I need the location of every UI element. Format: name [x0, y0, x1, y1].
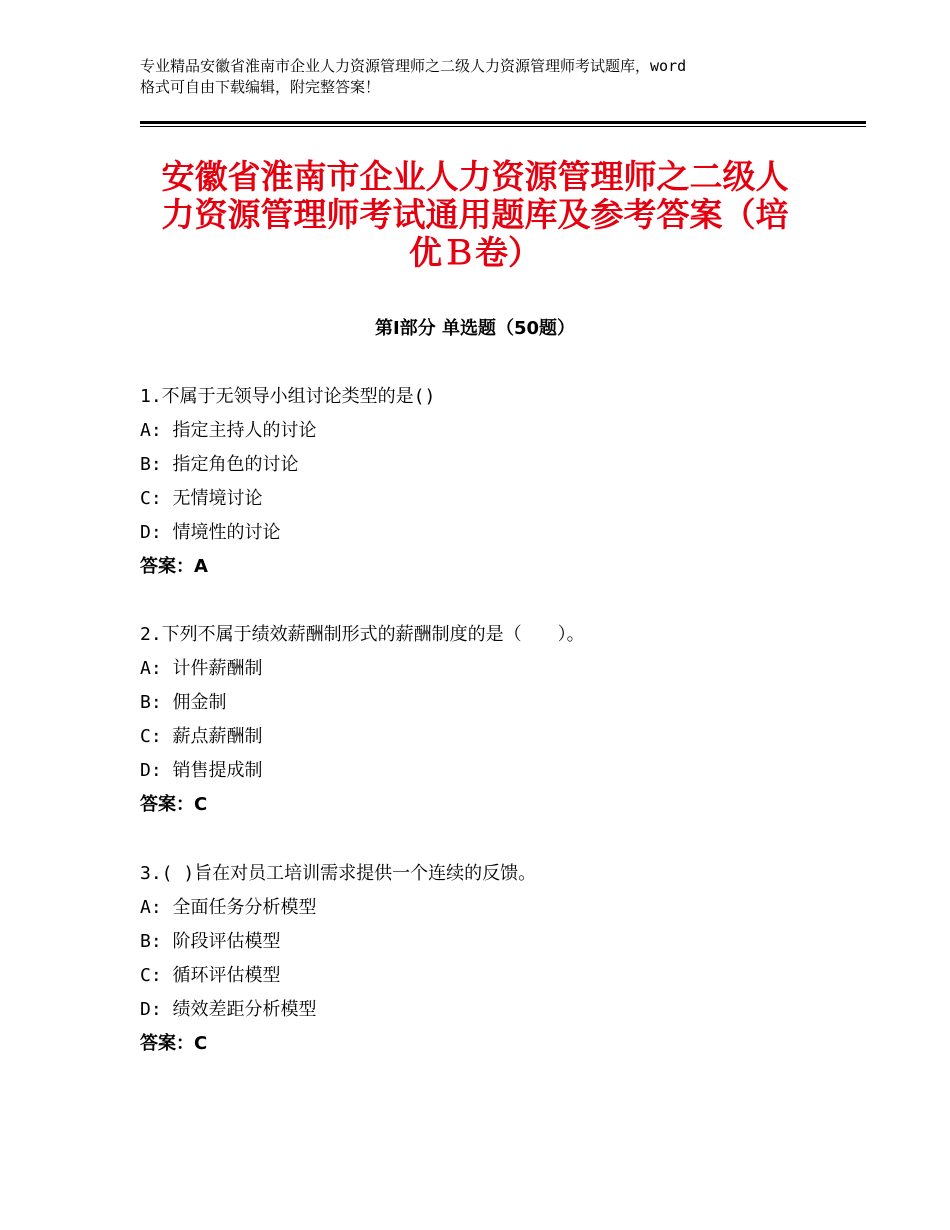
question-block: [140, 618, 840, 822]
option-d: D: 情境性的讨论: [140, 522, 281, 543]
document-title: [120, 158, 830, 272]
title-line: 力资源管理师考试通用题库及参考答案（培: [161, 195, 789, 234]
header-divider-thick: [140, 121, 866, 124]
header-note-line: 格式可自由下载编辑，附完整答案！: [140, 78, 381, 96]
option-c: C: 循环评估模型: [140, 965, 281, 986]
option-d: D: 绩效差距分析模型: [140, 999, 317, 1020]
option-d: D: 销售提成制: [140, 760, 263, 781]
question-stem: 2.下列不属于绩效薪酬制形式的薪酬制度的是（ ）。: [140, 624, 585, 645]
option-b: B: 指定角色的讨论: [140, 454, 299, 475]
header-divider-thin: [140, 126, 866, 127]
answer-line: 答案：C: [140, 1033, 208, 1054]
option-c: C: 无情境讨论: [140, 488, 263, 509]
answer-line: 答案：C: [140, 794, 208, 815]
answer-line: 答案：A: [140, 556, 208, 577]
option-c: C: 薪点薪酬制: [140, 726, 263, 747]
option-b: B: 阶段评估模型: [140, 931, 281, 952]
header-note-line: 专业精品安徽省淮南市企业人力资源管理师之二级人力资源管理师考试题库，word: [140, 57, 687, 75]
title-line: 安徽省淮南市企业人力资源管理师之二级人: [161, 157, 789, 196]
question-block: [140, 857, 840, 1061]
question-block: [140, 380, 840, 584]
title-line: 优Ｂ卷）: [409, 233, 541, 272]
question-stem: 3.( )旨在对员工培训需求提供一个连续的反馈。: [140, 863, 537, 884]
section-title: 第Ⅰ部分 单选题（50题）: [374, 318, 575, 339]
option-a: A: 指定主持人的讨论: [140, 420, 317, 441]
question-stem: 1.不属于无领导小组讨论类型的是(): [140, 386, 436, 407]
option-a: A: 全面任务分析模型: [140, 897, 317, 918]
header-note: [140, 56, 830, 98]
option-b: B: 佣金制: [140, 692, 227, 713]
option-a: A: 计件薪酬制: [140, 658, 263, 679]
